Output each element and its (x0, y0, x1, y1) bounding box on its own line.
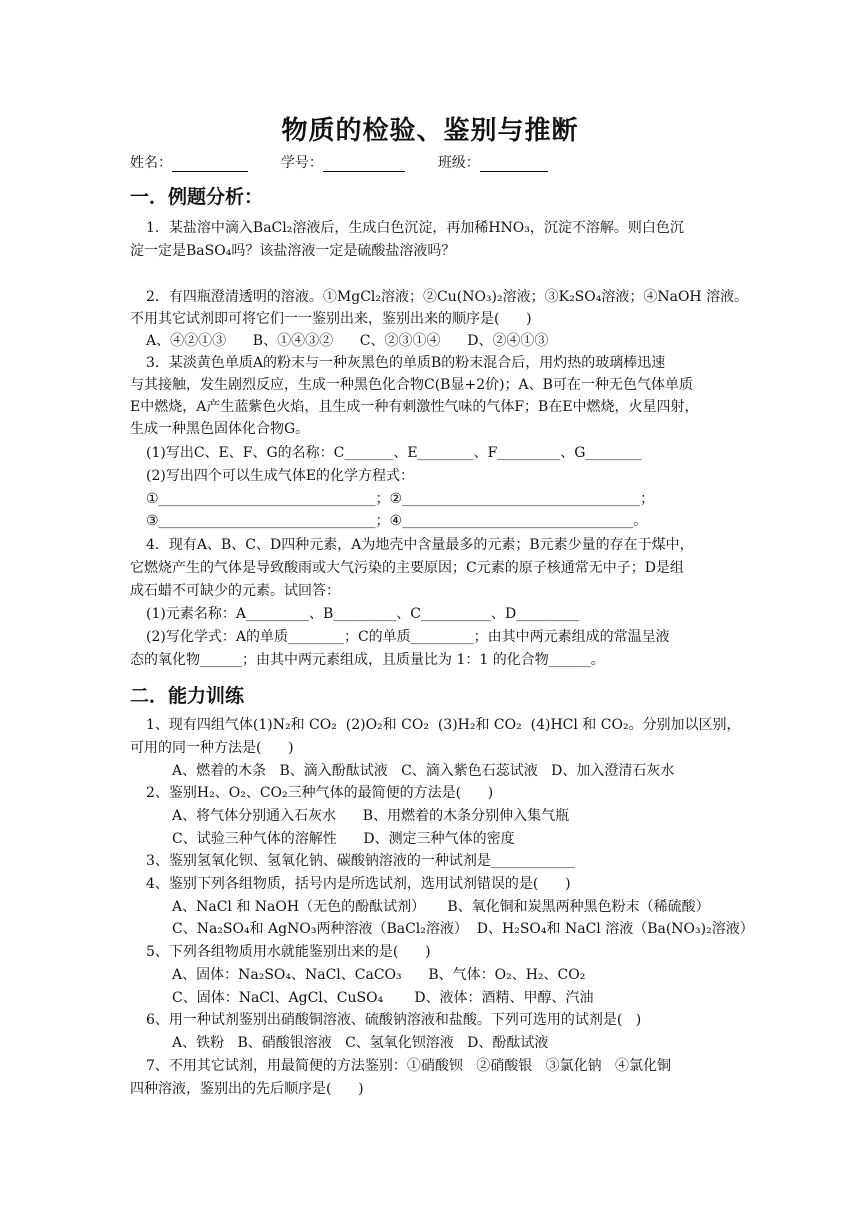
text-line: 可用的同一种方法是( ) (130, 740, 294, 756)
text-line: 4、鉴别下列各组物质，括号内是所选试剂，选用试剂错误的是( ) (146, 876, 571, 892)
text-line: 淀一定是BaSO₄吗？该盐溶液一定是硫酸盐溶液吗？ (130, 243, 456, 259)
class-field[interactable] (480, 157, 548, 172)
text-line: (2)写出四个可以生成气体E的化学方程式： (146, 468, 415, 484)
text-line: 态的氧化物______；由其中两元素组成，且质量比为 1：1 的化合物______。 (130, 652, 605, 668)
text-line: C、固体：NaCl、AgCl、CuSO₄ D、液体：酒精、甲醇、汽油 (172, 990, 594, 1006)
text-line: 四种溶液，鉴别出的先后顺序是( ) (130, 1081, 364, 1097)
text-line: 5、下列各组物质用水就能鉴别出来的是( ) (146, 944, 431, 960)
text-line: (2)写化学式：A的单质________；C的单质_________；由其中两元素组成的常温呈液 (146, 629, 670, 645)
page-title: 物质的检验、鉴别与推断 (281, 116, 579, 146)
text-line: 6、用一种试剂鉴别出硝酸铜溶液、硫酸钠溶液和盐酸。下列可选用的试剂是( ) (146, 1012, 642, 1028)
text-line: (1)写出C、E、F、G的名称：C_______、E________、F_________、G________ (146, 445, 642, 461)
text-line: 3、鉴别氢氧化钡、氢氧化钠、碳酸钠溶液的一种试剂是____________ (146, 853, 575, 869)
text-line: 2．有四瓶澄清透明的溶液。①MgCl₂溶液；②Cu(NO₃)₂溶液；③K₂SO₄溶液；④NaOH 溶液。 (146, 289, 749, 305)
text-line: A、④②①③ B、①④③② C、②③①④ D、②④①③ (146, 333, 549, 349)
text-line: 7、不用其它试剂，用最简便的方法鉴别：①硝酸钡 ②硝酸银 ③氯化钠 ④氯化铜 (146, 1058, 671, 1074)
text-line: 4．现有A、B、C、D四种元素，A为地壳中含量最多的元素；B元素少量的存在于煤中， (146, 537, 694, 553)
text-line: 1．某盐溶中滴入BaCl₂溶液后，生成白色沉淀，再加稀HNO₃，沉淀不溶解。则白色沉 (146, 220, 684, 236)
class-label: 班级： (437, 155, 480, 171)
text-line: 3．某淡黄色单质A的粉末与一种灰黑色的单质B的粉末混合后，用灼热的玻璃棒迅速 (146, 355, 666, 371)
text-line: A、燃着的木条 B、滴入酚酞试液 C、滴入紫色石蕊试液 D、加入澄清石灰水 (172, 763, 675, 779)
text-line: C、Na₂SO₄和 AgNO₃两种溶液（BaCl₂溶液） D、H₂SO₄和 NaCl 溶液（Ba(NO₃)₂溶液） (172, 921, 754, 937)
text-line: 2、鉴别H₂、O₂、CO₂三种气体的最简便的方法是( ) (146, 785, 494, 801)
text-line: C、试验三种气体的溶解性 D、测定三种气体的密度 (172, 831, 515, 847)
text-line: 与其接触，发生剧烈反应，生成一种黑色化合物C(B显+2价)；A、B可在一种无色气体单质 (130, 377, 693, 393)
student-id-label: 学号： (280, 155, 323, 171)
text-line: 它燃烧产生的气体是导致酸雨或大气污染的主要原因；C元素的原子核通常无中子；D是组 (130, 560, 684, 576)
name-label: 姓名： (130, 155, 172, 171)
text-line: A、铁粉 B、硝酸银溶液 C、氢氧化钡溶液 D、酚酞试液 (172, 1035, 549, 1051)
student-id-field[interactable] (323, 157, 405, 172)
text-line: (1)元素名称：A_________、B_________、C__________、D_________ (146, 606, 580, 622)
text-line: A、将气体分别通入石灰水 B、用燃着的木条分别伸入集气瓶 (172, 808, 570, 824)
text-line: 不用其它试剂即可将它们一一鉴别出来，鉴别出来的顺序是( ) (130, 311, 532, 327)
text-line: E中燃烧，A产生蓝紫色火焰，且生成一种有刺激性气味的气体F；B在E中燃烧，火星四射， (130, 399, 699, 415)
section-heading-examples: 一．例题分析： (130, 186, 264, 208)
text-line: A、固体：Na₂SO₄、NaCl、CaCO₃ B、气体：O₂、H₂、CO₂ (172, 967, 586, 983)
text-line: ①_______________________________；②__________________________________； (146, 491, 655, 507)
section-heading-practice: 二．能力训练 (130, 685, 245, 707)
name-field[interactable] (172, 157, 248, 172)
text-line: A、NaCl 和 NaOH（无色的酚酞试剂） B、氧化铜和炭黑两种黑色粉末（稀硫酸） (172, 899, 710, 915)
text-line: 1、现有四组气体(1)N₂和 CO₂ (2)O₂和 CO₂ (3)H₂和 CO₂ (4)HCl 和 CO₂。分别加以区别， (146, 717, 741, 733)
text-line: 成石蜡不可缺少的元素。试回答： (130, 583, 340, 599)
student-info-row (130, 152, 548, 172)
text-line: ③_______________________________；④_________________________________。 (146, 513, 648, 529)
text-line: 生成一种黑色固体化合物G。 (130, 421, 310, 437)
